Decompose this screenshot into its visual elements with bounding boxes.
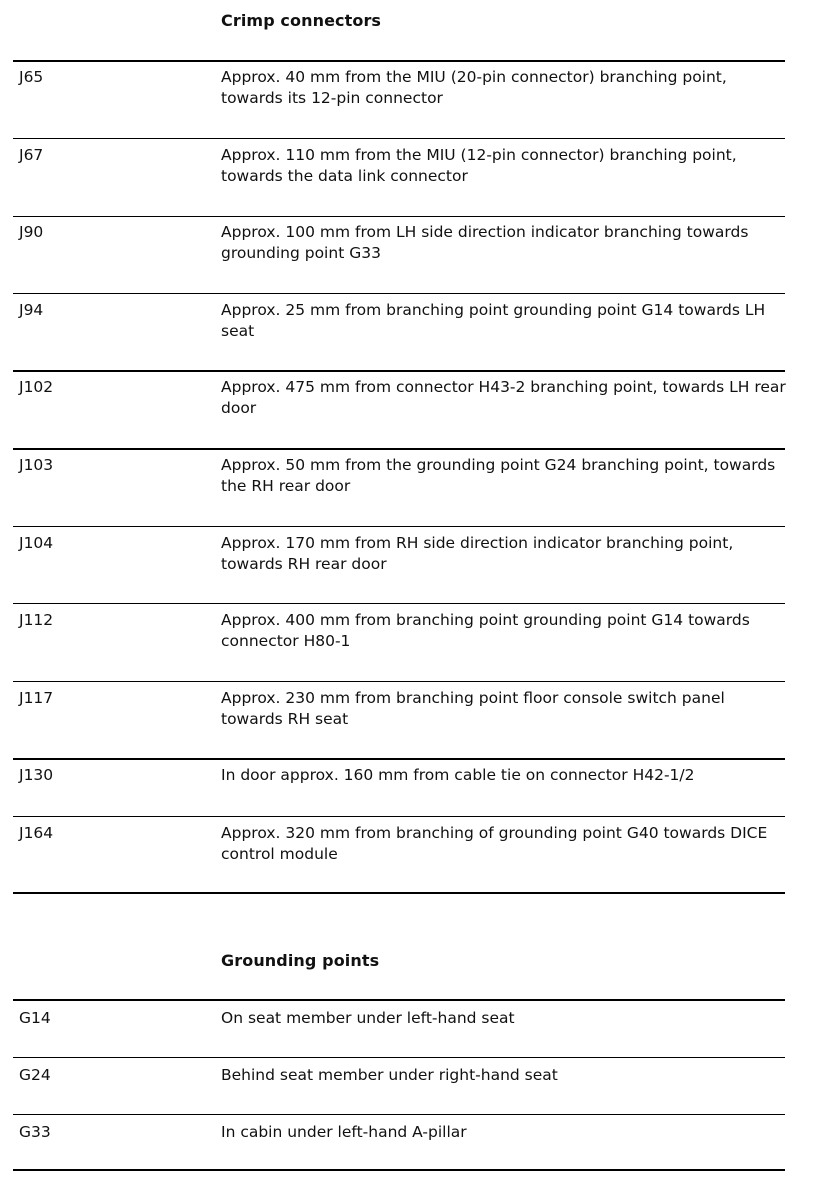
grounding-code: G14 [19, 1009, 51, 1027]
table-rule [13, 681, 785, 682]
table-rule [13, 603, 785, 604]
table-rule [13, 999, 785, 1001]
grounding-description: On seat member under left-hand seat [221, 1009, 515, 1027]
crimp-description: Approx. 50 mm from the grounding point G24 branching point, towards the RH rear door [221, 456, 776, 495]
crimp-description: Approx. 320 mm from branching of grounding point G40 towards DICE control module [221, 824, 768, 863]
grounding-description: Behind seat member under right-hand seat [221, 1066, 558, 1084]
table-rule [13, 526, 785, 527]
crimp-description: Approx. 170 mm from RH side direction indicator branching point, towards RH rear door [221, 534, 734, 573]
crimp-description: Approx. 100 mm from LH side direction indicator branching towards grounding point G33 [221, 223, 749, 262]
crimp-code: J67 [19, 146, 44, 164]
table-rule [13, 1114, 785, 1115]
crimp-description: Approx. 400 mm from branching point grounding point G14 towards connector H80-1 [221, 611, 750, 650]
table-rule [13, 370, 785, 372]
crimp-connectors-heading: Crimp connectors [221, 11, 382, 30]
crimp-code: J94 [19, 301, 44, 319]
grounding-description: In cabin under left-hand A-pillar [221, 1123, 467, 1141]
crimp-code: J164 [19, 824, 54, 842]
crimp-code: J104 [19, 534, 54, 552]
crimp-code: J90 [19, 223, 44, 241]
crimp-description: In door approx. 160 mm from cable tie on connector H42-1/2 [221, 766, 695, 784]
grounding-code: G33 [19, 1123, 51, 1141]
crimp-description: Approx. 25 mm from branching point grounding point G14 towards LH seat [221, 301, 766, 340]
table-rule [13, 1169, 785, 1171]
crimp-description: Approx. 230 mm from branching point floor console switch panel towards RH seat [221, 689, 725, 728]
crimp-description: Approx. 110 mm from the MIU (12-pin connector) branching point, towards the data link connector [221, 146, 737, 185]
table-rule [13, 448, 785, 450]
table-rule [13, 1057, 785, 1058]
table-rule [13, 216, 785, 217]
grounding-code: G24 [19, 1066, 51, 1084]
table-rule [13, 892, 785, 894]
table-rule [13, 138, 785, 139]
crimp-code: J130 [19, 766, 54, 784]
table-rule [13, 758, 785, 760]
crimp-code: J117 [19, 689, 54, 707]
crimp-code: J65 [19, 68, 44, 86]
table-rule [13, 60, 785, 62]
table-rule [13, 816, 785, 817]
crimp-code: J102 [19, 378, 54, 396]
crimp-code: J103 [19, 456, 54, 474]
crimp-description: Approx. 40 mm from the MIU (20-pin connector) branching point, towards its 12-pin connector [221, 68, 727, 107]
table-rule [13, 293, 785, 294]
grounding-points-heading: Grounding points [221, 951, 380, 970]
crimp-code: J112 [19, 611, 54, 629]
crimp-description: Approx. 475 mm from connector H43-2 branching point, towards LH rear door [221, 378, 786, 417]
